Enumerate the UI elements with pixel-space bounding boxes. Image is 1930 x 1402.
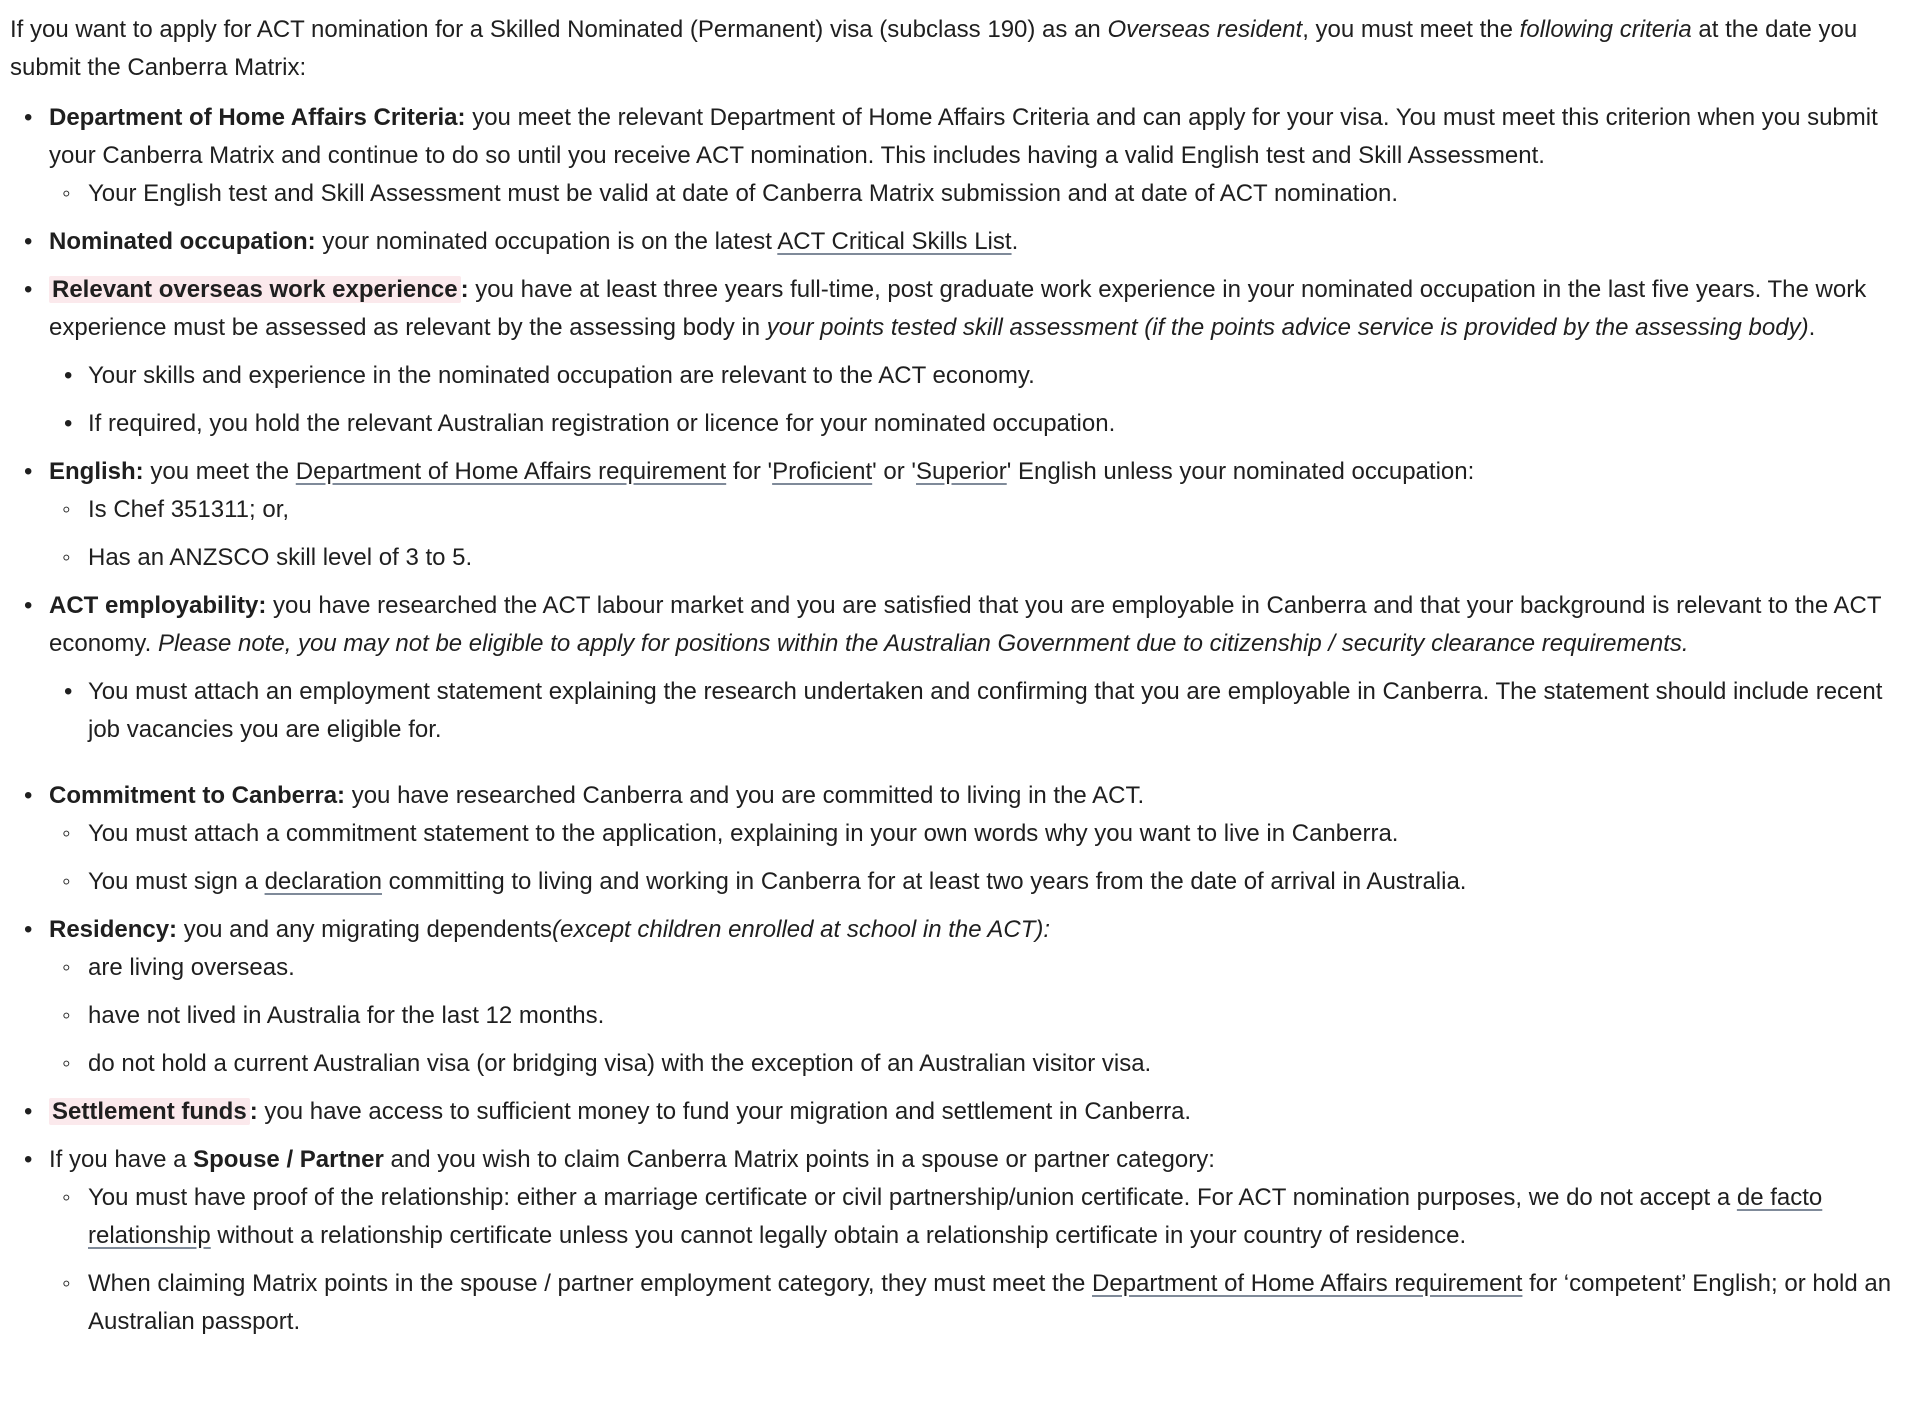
criterion-text: you have at least three years full-time, post graduate work experience in your nominated occupation in the last five years. The work experience must be assessed as relevant by the assessing body in: [49, 276, 1867, 341]
criterion-label: Department of Home Affairs Criteria:: [49, 104, 466, 131]
criterion-text: ' English unless your nominated occupation:: [1006, 458, 1475, 485]
criterion-emphasis: (except children enrolled at school in the ACT):: [552, 916, 1051, 943]
criteria-list: [10, 99, 1920, 1341]
label-colon: :: [249, 1098, 258, 1125]
criterion-experience: [10, 271, 1920, 443]
sub-item-text: for ‘competent’ English; or hold an Australian passport.: [88, 1270, 1892, 1335]
criterion-residency: [10, 911, 1920, 1083]
criterion-text: .: [1808, 314, 1816, 341]
sub-item: [49, 175, 1920, 213]
criterion-commitment: [10, 777, 1920, 901]
sub-item-text: committing to living and working in Canberra for at least two years from the date of arrival in Australia.: [381, 868, 1467, 895]
critical-skills-list-link[interactable]: ACT Critical Skills List: [777, 228, 1012, 255]
sub-item-text: When claiming Matrix points in the spouse / partner employment category, they must meet the: [88, 1270, 1093, 1297]
criterion-text: you have researched the ACT labour market and you are satisfied that you are employable in Canberra and that your background is relevant to the ACT economy.: [49, 592, 1882, 657]
sub-list: [49, 673, 1920, 749]
sub-list: [49, 949, 1920, 1083]
intro-paragraph: [10, 11, 1920, 87]
sub-item-text: are living overseas.: [88, 954, 295, 981]
criterion-text: If you have a: [49, 1146, 194, 1173]
sub-item: [49, 815, 1920, 853]
sub-item-text: Has an ANZSCO skill level of 3 to 5.: [88, 544, 473, 571]
sub-item-text: If required, you hold the relevant Australian registration or licence for your nominated occupation.: [88, 410, 1116, 437]
sub-item: [49, 491, 1920, 529]
highlighted-label: Relevant overseas work experience: [49, 276, 461, 303]
sub-item: [49, 949, 1920, 987]
sub-item-text: You must sign a: [88, 868, 265, 895]
sub-item-text: do not hold a current Australian visa (or bridging visa) with the exception of an Australian visitor visa.: [88, 1050, 1152, 1077]
criterion-label: English:: [49, 458, 144, 485]
sub-item: [49, 997, 1920, 1035]
criterion-partner: [10, 1141, 1920, 1341]
de-facto-relationship-link[interactable]: de facto relationship: [88, 1184, 1823, 1249]
criterion-emphasis: your points tested skill assessment (if the points advice service is provided by the assessing body): [766, 314, 1809, 341]
sub-item: [49, 1179, 1920, 1255]
criterion-settlement: [10, 1093, 1920, 1131]
label-colon: :: [460, 276, 469, 303]
criterion-text: for ': [726, 458, 773, 485]
intro-text: at the date you submit the Canberra Matrix:: [10, 16, 1858, 81]
criterion-text: you have researched Canberra and you are committed to living in the ACT.: [345, 782, 1145, 809]
sub-item-text: have not lived in Australia for the last 12 months.: [88, 1002, 605, 1029]
criterion-label: Residency:: [49, 916, 178, 943]
sub-item-text: Is Chef 351311; or,: [88, 496, 290, 523]
criterion-label: ACT employability:: [49, 592, 267, 619]
sub-list: [49, 815, 1920, 901]
criterion-emphasis: Please note, you may not be eligible to apply for positions within the Australian Government due to citizenship / security clearance requirements.: [157, 630, 1689, 657]
criterion-text: you meet the relevant Department of Home Affairs Criteria and can apply for your visa. You must meet this criterion when you submit your Canberra Matrix and continue to do so until you receive ACT nomination. This includes having a valid English test and Skill Assessment.: [49, 104, 1878, 169]
sub-list: [49, 357, 1920, 443]
superior-link[interactable]: Superior: [916, 458, 1007, 485]
criterion-employability: [10, 587, 1920, 749]
sub-item-text: without a relationship certificate unless you cannot legally obtain a relationship certificate in your country of residence.: [210, 1222, 1467, 1249]
criterion-label: Commitment to Canberra:: [49, 782, 346, 809]
home-affairs-requirement-link[interactable]: Department of Home Affairs requirement: [295, 458, 727, 485]
home-affairs-requirement-link[interactable]: Department of Home Affairs requirement: [1092, 1270, 1523, 1297]
criterion-label: Nominated occupation:: [49, 228, 316, 255]
sub-item: [49, 1045, 1920, 1083]
criterion-text: and you wish to claim Canberra Matrix points in a spouse or partner category:: [383, 1146, 1215, 1173]
sub-list: [49, 175, 1920, 213]
intro-text: , you must meet the: [1302, 16, 1520, 43]
criterion-text: you meet the: [143, 458, 296, 485]
sub-item: [49, 1265, 1920, 1341]
sub-item: [49, 673, 1920, 749]
sub-item-text: You must have proof of the relationship: either a marriage certificate or civil partnership/union certificate. For ACT nomination purposes, we do not accept a: [88, 1184, 1737, 1211]
criterion-english: [10, 453, 1920, 577]
proficient-link[interactable]: Proficient: [772, 458, 873, 485]
declaration-link[interactable]: declaration: [264, 868, 382, 895]
criterion-home-affairs: [10, 99, 1920, 213]
sub-item-text: Your English test and Skill Assessment must be valid at date of Canberra Matrix submission and at date of ACT nomination.: [88, 180, 1399, 207]
sub-list: [49, 491, 1920, 577]
criterion-occupation: [10, 223, 1920, 261]
sub-item-text: You must attach an employment statement explaining the research undertaken and confirming that you are employable in Canberra. The statement should include recent job vacancies you are eligible for.: [88, 678, 1883, 743]
sub-item: [49, 405, 1920, 443]
sub-list: [49, 1179, 1920, 1341]
intro-text: If you want to apply for ACT nomination for a Skilled Nominated (Permanent) visa (subclass 190) as an: [10, 16, 1108, 43]
criterion-text: ' or ': [872, 458, 917, 485]
intro-emphasis: following criteria: [1519, 16, 1692, 43]
sub-item-text: Your skills and experience in the nominated occupation are relevant to the ACT economy.: [88, 362, 1035, 389]
intro-emphasis: Overseas resident: [1107, 16, 1303, 43]
criterion-text: you and any migrating dependents: [177, 916, 552, 943]
sub-item-text: You must attach a commitment statement to the application, explaining in your own words why you want to live in Canberra.: [88, 820, 1399, 847]
sub-item: [49, 539, 1920, 577]
criterion-text: your nominated occupation is on the latest: [315, 228, 778, 255]
highlighted-label: Settlement funds: [49, 1098, 250, 1125]
criterion-text: .: [1011, 228, 1019, 255]
sub-item: [49, 357, 1920, 395]
criterion-text: you have access to sufficient money to fund your migration and settlement in Canberra.: [257, 1098, 1192, 1125]
criterion-label: Spouse / Partner: [193, 1146, 384, 1173]
sub-item: [49, 863, 1920, 901]
